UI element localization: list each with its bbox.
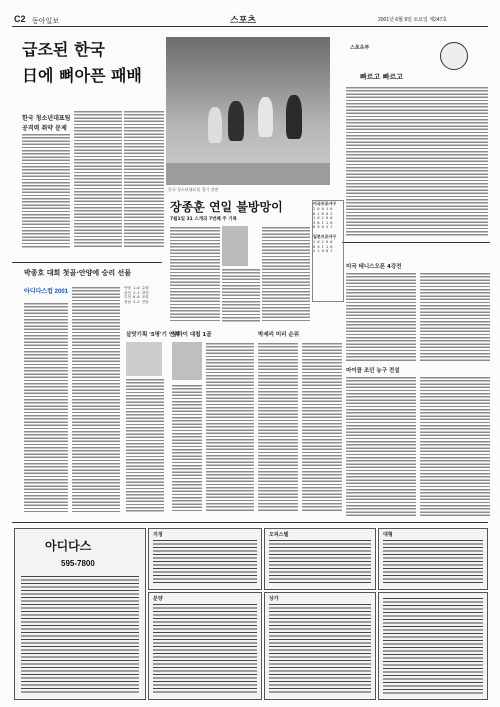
column-author: 스포츠부 xyxy=(350,45,370,51)
main-headline-1: 급조된 한국 xyxy=(22,40,105,59)
right-story-text-1 xyxy=(346,272,416,362)
main-story-text-col-3 xyxy=(124,110,164,248)
adidas-cup-logo: 아디다스컵 2001 xyxy=(24,289,68,295)
ad-label-3: 대형 xyxy=(383,532,393,538)
ad-block-3 xyxy=(378,528,488,590)
main-subhead-2: 공격력 취약 문제 xyxy=(22,125,67,132)
ad-block-text xyxy=(153,539,257,585)
date-line: 2001년 6월 9일 토요일 제247호 xyxy=(378,17,448,23)
story2-rule xyxy=(12,262,162,263)
sub-story-1-photo xyxy=(126,342,162,376)
box-score: 미국프로야구 2 0 0 1 0 0 1 0 0 2 1 0 2 0 0 3 0 1 1 0 0 0 0 2 1 일본프로야구 1 0 2 0 0 0 0 1 1 0 2 1 0 0 1 xyxy=(312,200,344,302)
right-story-title: 미국 테니스오픈 4강전 xyxy=(346,264,402,270)
story3-headline: 장종훈 연일 불방망이 xyxy=(170,200,283,214)
ad-label-4: 분양 xyxy=(153,596,163,602)
column-title: 빠르고 빠르고 xyxy=(360,73,404,81)
right-story-text-4 xyxy=(420,376,490,516)
column-rule xyxy=(342,242,490,243)
soccer-photo xyxy=(166,37,330,185)
ad-label-1: 지정 xyxy=(153,532,163,538)
story3-text-col-1 xyxy=(170,226,220,322)
ad-block-text xyxy=(383,539,483,585)
story2-text-col-1 xyxy=(24,302,68,512)
ad-block-text xyxy=(153,603,257,695)
story3-subhead: 7월1일 31 스개의 7번째 주 기록 xyxy=(170,217,237,222)
column-text xyxy=(346,86,488,236)
story2-text-col-2 xyxy=(72,286,120,512)
section-title: 스포츠 xyxy=(230,15,257,25)
sub-story-1-text xyxy=(126,378,164,512)
ad-left xyxy=(14,528,146,700)
ad-block-4 xyxy=(148,592,262,700)
story3-text-col-3 xyxy=(262,226,310,322)
sub-story-3-title: 박세리 미리 순위 xyxy=(258,332,300,338)
columnist-portrait xyxy=(440,42,468,70)
newspaper-name: 동아일보 xyxy=(32,18,60,25)
ad-block-text xyxy=(383,597,483,695)
main-story-text-col-2 xyxy=(74,110,122,248)
right-story-text-3 xyxy=(346,376,416,516)
ad-label-2: 오피스텔 xyxy=(269,532,289,538)
box-title-2: 일본프로야구 xyxy=(313,233,337,239)
ad-brand: 아디다스 xyxy=(45,539,92,553)
page-number: C2 xyxy=(14,14,26,24)
right-story-subhead: 마이클 조던 농구 전설 xyxy=(346,368,400,374)
player-figure xyxy=(208,107,222,143)
ad-label-5: 상가 xyxy=(269,596,279,602)
story3-text-col-2 xyxy=(222,268,260,322)
player-figure xyxy=(258,97,273,137)
sub-story-3-text xyxy=(258,342,298,512)
ad-phone: 595-7800 xyxy=(61,559,95,568)
ad-block-1 xyxy=(148,528,262,590)
ad-block-5 xyxy=(264,592,376,700)
ad-rule xyxy=(12,522,488,523)
story2-table: 안양 1-0 수원 울산 2-1 대전 부천 0-0 포항 성남 3-2 전남 xyxy=(124,286,149,304)
main-story-text-col-1 xyxy=(22,133,70,248)
box-title-1: 미국프로야구 xyxy=(313,201,337,206)
sub-story-3-text-b xyxy=(302,342,342,512)
main-subhead-1: 한국 청소년대표팀 xyxy=(22,115,71,122)
right-story-text-2 xyxy=(420,272,490,362)
sub-story-2-text-b xyxy=(172,384,202,512)
player-figure xyxy=(286,95,302,139)
ad-block-text xyxy=(269,539,371,585)
sub-story-2-photo xyxy=(172,342,202,380)
main-headline-2: 日에 뼈아픈 패배 xyxy=(22,66,142,85)
field-grass xyxy=(166,163,330,185)
sub-story-1-title: 살맛기획 '5명'기 연재 xyxy=(126,332,180,338)
player-mugshot xyxy=(222,226,248,266)
story2-headline: 박종호 대회 첫골·안양에 승리 선물 xyxy=(24,269,132,277)
player-figure xyxy=(228,101,244,141)
sub-story-2-title: 상하이 대첩 1골 xyxy=(172,332,212,338)
ad-block-2 xyxy=(264,528,376,590)
ad-block-6 xyxy=(378,592,488,700)
header-rule xyxy=(12,26,488,27)
ad-block-text xyxy=(269,603,371,695)
ad-body-text xyxy=(21,575,139,695)
sub-story-2-text xyxy=(206,342,254,512)
photo-caption: 한국 청소년대표팀 경기 장면 xyxy=(168,187,219,192)
